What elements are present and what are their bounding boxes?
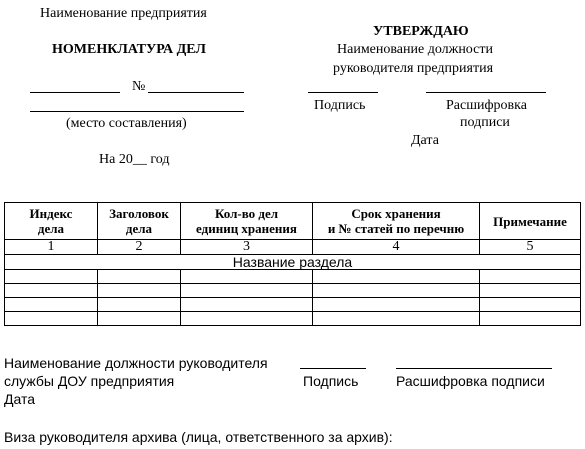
approval-position-line1: Наименование должности <box>337 42 493 57</box>
footer-position-line1: Наименование должности руководителя <box>4 355 268 371</box>
table-cell <box>181 270 313 284</box>
table-cell <box>98 270 181 284</box>
place-caption: (место составления) <box>66 116 187 131</box>
column-number: 4 <box>313 240 480 255</box>
footer-decoding-caption: Расшифровка подписи <box>396 373 545 389</box>
footer-decoding-line <box>396 368 552 369</box>
table-cell <box>313 270 480 284</box>
footer-signature-line <box>300 368 366 369</box>
nomenclature-table <box>4 202 581 326</box>
column-header-retention: Срок хранения и № статей по перечню <box>313 203 480 240</box>
table-cell <box>181 312 313 326</box>
table-cell <box>480 270 581 284</box>
approval-signature-caption: Подпись <box>314 98 366 113</box>
table-cell <box>98 298 181 312</box>
approval-signature-line <box>308 92 378 93</box>
table-cell <box>181 284 313 298</box>
table-cell <box>480 298 581 312</box>
year-line: На 20__ год <box>99 152 170 167</box>
column-number: 3 <box>181 240 313 255</box>
document-title: НОМЕНКЛАТУРА ДЕЛ <box>52 42 206 57</box>
column-number: 1 <box>5 240 98 255</box>
table-cell <box>313 298 480 312</box>
column-header-count: Кол-во дел единиц хранения <box>181 203 313 240</box>
table-row <box>5 284 581 298</box>
archive-visa: Виза руководителя архива (лица, ответственного за архив): <box>4 429 393 445</box>
column-header-index: Индекс дела <box>5 203 98 240</box>
approval-title: УТВЕРЖДАЮ <box>373 24 469 39</box>
column-header-note: Примечание <box>480 203 581 240</box>
place-line <box>30 92 120 93</box>
table-cell <box>181 298 313 312</box>
table-header-row <box>5 203 581 240</box>
table-cell <box>480 312 581 326</box>
section-title: Название раздела <box>5 255 581 270</box>
table-cell <box>98 284 181 298</box>
footer-signature-caption: Подпись <box>303 373 359 389</box>
column-number: 5 <box>480 240 581 255</box>
column-header-title: Заголовок дела <box>98 203 181 240</box>
table-cell <box>98 312 181 326</box>
section-row <box>5 255 581 270</box>
number-sign: № <box>132 79 146 94</box>
table-row <box>5 298 581 312</box>
organization-name: Наименование предприятия <box>40 6 207 21</box>
approval-position-line2: руководителя предприятия <box>333 61 494 76</box>
approval-decoding-line <box>426 92 546 93</box>
table-cell <box>313 312 480 326</box>
table-cell <box>5 270 98 284</box>
table-cell <box>5 312 98 326</box>
table-cell <box>313 284 480 298</box>
place-line-2 <box>30 111 244 112</box>
footer-date-caption: Дата <box>4 391 36 407</box>
approval-date-caption: Дата <box>411 133 439 148</box>
approval-decoding-caption-line1: Расшифровка <box>446 98 527 113</box>
table-cell <box>5 298 98 312</box>
table-row <box>5 270 581 284</box>
table-row <box>5 312 581 326</box>
table-cell <box>480 284 581 298</box>
number-line <box>148 92 244 93</box>
column-number: 2 <box>98 240 181 255</box>
column-number-row <box>5 240 581 255</box>
approval-decoding-caption-line2: подписи <box>460 115 510 130</box>
footer-position-line2: службы ДОУ предприятия <box>4 373 175 389</box>
table-cell <box>5 284 98 298</box>
